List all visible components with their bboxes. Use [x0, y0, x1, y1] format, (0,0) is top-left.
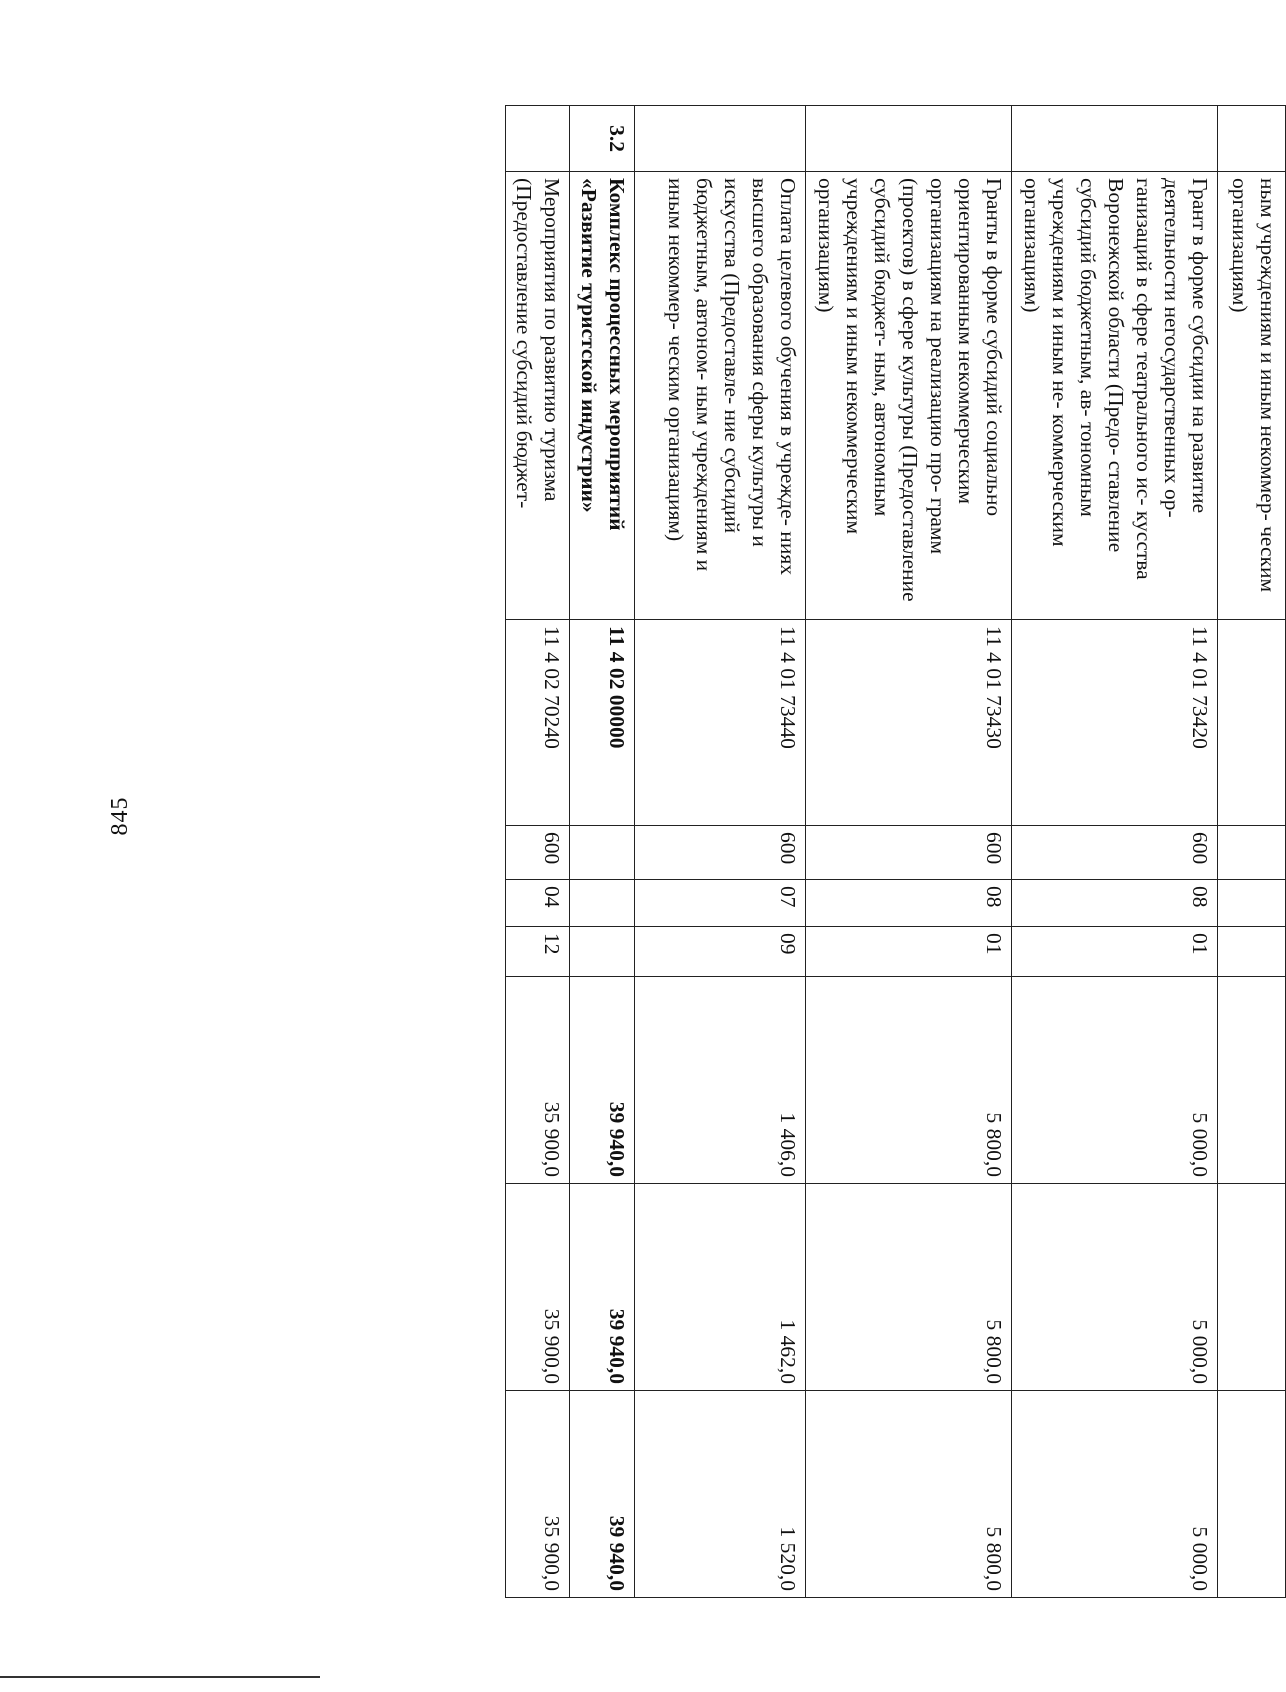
section-code-cell [1218, 880, 1286, 927]
row-number-cell: 3.2 [570, 106, 635, 172]
target-article-code-cell [1218, 620, 1286, 826]
table-row [635, 106, 806, 1598]
section-code-cell: 07 [635, 880, 806, 927]
amount-year-2-cell: 1 462,0 [635, 1184, 806, 1391]
target-article-code-cell: 11 4 01 73430 [806, 620, 1012, 826]
table-row [506, 106, 570, 1598]
amount-year-2-cell [1218, 1184, 1286, 1391]
row-number-cell [1012, 106, 1218, 172]
amount-year-3-cell: 5 000,0 [1012, 1391, 1218, 1598]
expense-type-code-cell [570, 826, 635, 880]
row-name-cell: ным учреждениям и иным некоммер- ческим организациям) [1218, 172, 1286, 620]
section-code-cell: 04 [506, 880, 570, 927]
subsection-code-cell: 01 [1012, 927, 1218, 977]
target-article-code-cell: 11 4 02 00000 [570, 620, 635, 826]
table-row [1218, 106, 1286, 1598]
amount-year-1-cell: 39 940,0 [570, 977, 635, 1184]
section-code-cell: 08 [806, 880, 1012, 927]
subsection-code-cell: 01 [806, 927, 1012, 977]
target-article-code-cell: 11 4 02 70240 [506, 620, 570, 826]
section-code-cell [570, 880, 635, 927]
amount-year-1-cell: 5 800,0 [806, 977, 1012, 1184]
expense-type-code-cell: 600 [1012, 826, 1218, 880]
table-row [1012, 106, 1218, 1598]
amount-year-2-cell: 35 900,0 [506, 1184, 570, 1391]
row-number-cell [1218, 106, 1286, 172]
amount-year-2-cell: 5 800,0 [806, 1184, 1012, 1391]
expense-type-code-cell: 600 [635, 826, 806, 880]
row-number-cell [506, 106, 570, 172]
subsection-code-cell: 12 [506, 927, 570, 977]
table-row [806, 106, 1012, 1598]
section-code-cell: 08 [1012, 880, 1218, 927]
subsection-code-cell: 09 [635, 927, 806, 977]
amount-year-2-cell: 5 000,0 [1012, 1184, 1218, 1391]
amount-year-2-cell: 39 940,0 [570, 1184, 635, 1391]
amount-year-1-cell: 1 406,0 [635, 977, 806, 1184]
expense-type-code-cell [1218, 826, 1286, 880]
target-article-code-cell: 11 4 01 73440 [635, 620, 806, 826]
amount-year-3-cell: 1 520,0 [635, 1391, 806, 1598]
scan-edge-line [0, 1676, 320, 1678]
expense-type-code-cell: 600 [506, 826, 570, 880]
row-name-cell: Гранты в форме субсидий социально ориентированным некоммерческим организациям на реализацию про- грамм (проектов) в сфере культуры (Предоставление субсидий бюджет- ным, автономным учреждениям и иным некоммерческим организациям) [806, 172, 1012, 620]
amount-year-3-cell [1218, 1391, 1286, 1598]
budget-table [505, 105, 1286, 1598]
row-name-cell: Оплата целевого обучения в учрежде- ниях высшего образования сферы культуры и искусства (Предоставле- ние субсидий бюджетным, автоном- ным учреждениям и иным некоммер- ческим организациям) [635, 172, 806, 620]
page-number: 845 [107, 796, 133, 836]
row-name-cell: Комплекс процессных мероприятий «Развитие туристской индустрии» [570, 172, 635, 620]
target-article-code-cell: 11 4 01 73420 [1012, 620, 1218, 826]
amount-year-1-cell: 35 900,0 [506, 977, 570, 1184]
amount-year-1-cell [1218, 977, 1286, 1184]
amount-year-1-cell: 5 000,0 [1012, 977, 1218, 1184]
expense-type-code-cell: 600 [806, 826, 1012, 880]
row-name-cell: Мероприятия по развитию туризма (Предоставление субсидий бюджет- [506, 172, 570, 620]
amount-year-3-cell: 39 940,0 [570, 1391, 635, 1598]
subsection-code-cell [570, 927, 635, 977]
amount-year-3-cell: 5 800,0 [806, 1391, 1012, 1598]
table-row [570, 106, 635, 1598]
row-number-cell [635, 106, 806, 172]
subsection-code-cell [1218, 927, 1286, 977]
rotated-page-content [505, 105, 1286, 1597]
row-number-cell [806, 106, 1012, 172]
table-body [506, 106, 1286, 1598]
row-name-cell: Грант в форме субсидии на развитие деятельности негосударственных ор- ганизаций в сфере театрального ис- кусства Воронежской области (Предо- ставление субсидий бюджетным, ав- тономным учреждениям и иным не- коммерческим организациям) [1012, 172, 1218, 620]
amount-year-3-cell: 35 900,0 [506, 1391, 570, 1598]
